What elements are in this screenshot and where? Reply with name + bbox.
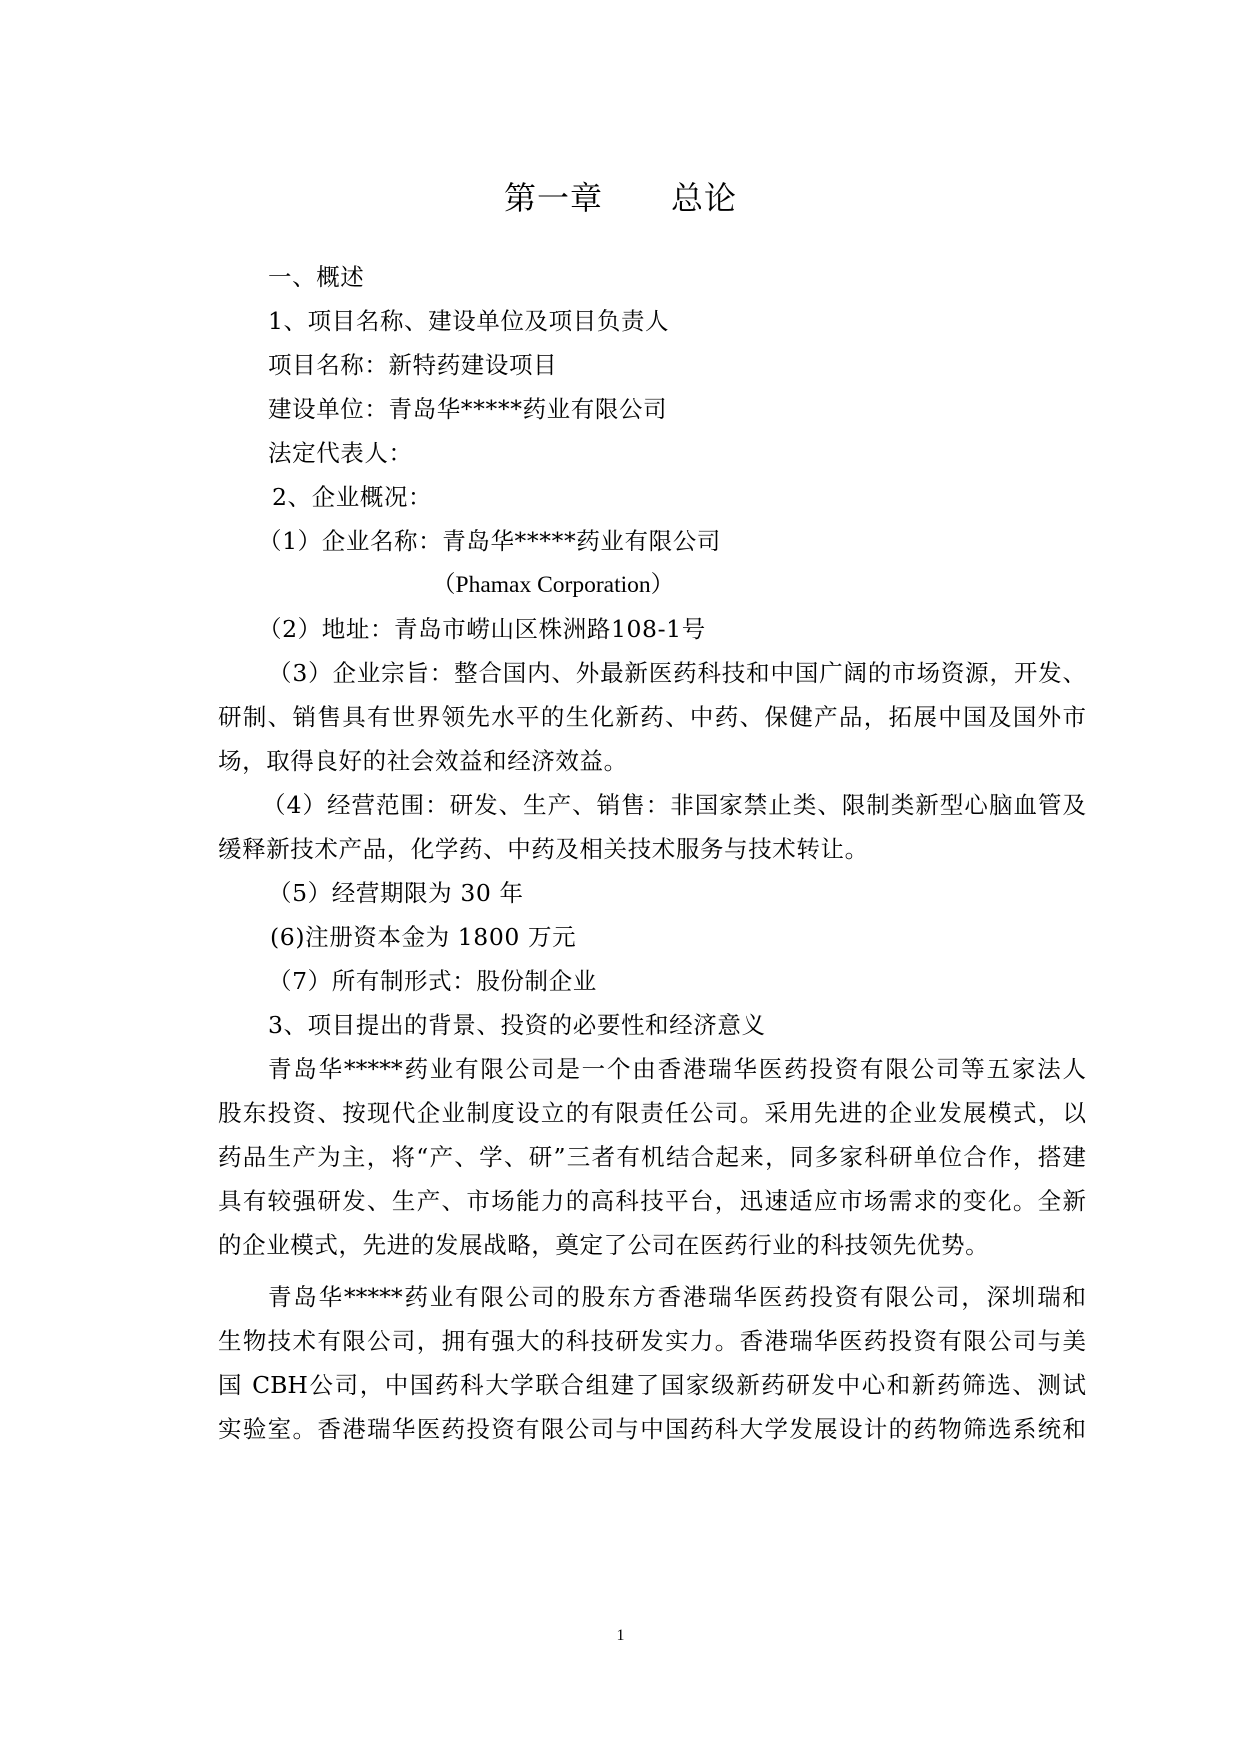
page-number: 1 [616,1627,625,1644]
background-paragraph-1-line-1: 青岛华*****药业有限公司是一个由香港瑞华医药投资有限公司等五家法人 [268,1055,1086,1083]
operation-term-line: （5）经营期限为 30 年 [268,879,524,907]
chapter-title [0,178,1241,218]
background-paragraph-1-line-4: 具有较强研发、生产、市场能力的高科技平台，迅速适应市场需求的变化。全新 [218,1187,1086,1215]
company-purpose-line-2: 研制、销售具有世界领先水平的生化新药、中药、保健产品，拓展中国及国外市 [218,703,1086,731]
company-purpose-line-3: 场，取得良好的社会效益和经济效益。 [218,747,628,775]
section-heading-overview: 一、概述 [268,263,365,291]
company-address-line: （2）地址：青岛市崂山区株洲路108-1号 [258,615,706,643]
background-paragraph-2-line-2: 生物技术有限公司，拥有强大的科技研发实力。香港瑞华医药投资有限公司与美 [218,1327,1086,1355]
subsection-heading-project: 1、项目名称、建设单位及项目负责人 [268,307,670,335]
chapter-name: 总论 [671,179,738,217]
company-purpose-line-1: （3）企业宗旨：整合国内、外最新医药科技和中国广阔的市场资源，开发、 [268,659,1086,687]
subsection-heading-background: 3、项目提出的背景、投资的必要性和经济意义 [268,1011,766,1039]
project-name-line: 项目名称：新特药建设项目 [268,351,558,379]
business-scope-line-1: （4）经营范围：研发、生产、销售：非国家禁止类、限制类新型心脑血管及 [262,791,1086,819]
registered-capital-line: (6)注册资本金为 1800 万元 [270,923,577,951]
background-paragraph-1-line-5: 的企业模式，先进的发展战略，奠定了公司在医药行业的科技领先优势。 [218,1231,990,1259]
background-paragraph-1-line-3: 药品生产为主，将“产、学、研”三者有机结合起来，同多家科研单位合作，搭建 [218,1143,1086,1171]
company-name-line: （1）企业名称：青岛华*****药业有限公司 [258,527,721,555]
background-paragraph-2-line-3: 国 CBH公司，中国药科大学联合组建了国家级新药研发中心和新药筛选、测试 [218,1371,1086,1399]
subsection-heading-company: 2、企业概况： [272,483,433,511]
company-english-name-line: （Phamax Corporation） [432,572,675,598]
chapter-number: 第一章 [503,179,603,217]
ownership-form-line: （7）所有制形式：股份制企业 [268,967,597,995]
background-paragraph-2-line-1: 青岛华*****药业有限公司的股东方香港瑞华医药投资有限公司，深圳瑞和 [268,1283,1086,1311]
background-paragraph-2-line-4: 实验室。香港瑞华医药投资有限公司与中国药科大学发展设计的药物筛选系统和 [218,1415,1086,1443]
business-scope-line-2: 缓释新技术产品，化学药、中药及相关技术服务与技术转让。 [218,835,869,863]
legal-representative-line: 法定代表人： [268,439,413,467]
construction-unit-line: 建设单位：青岛华*****药业有限公司 [268,395,668,423]
background-paragraph-1-line-2: 股东投资、按现代企业制度设立的有限责任公司。采用先进的企业发展模式，以 [218,1099,1086,1127]
